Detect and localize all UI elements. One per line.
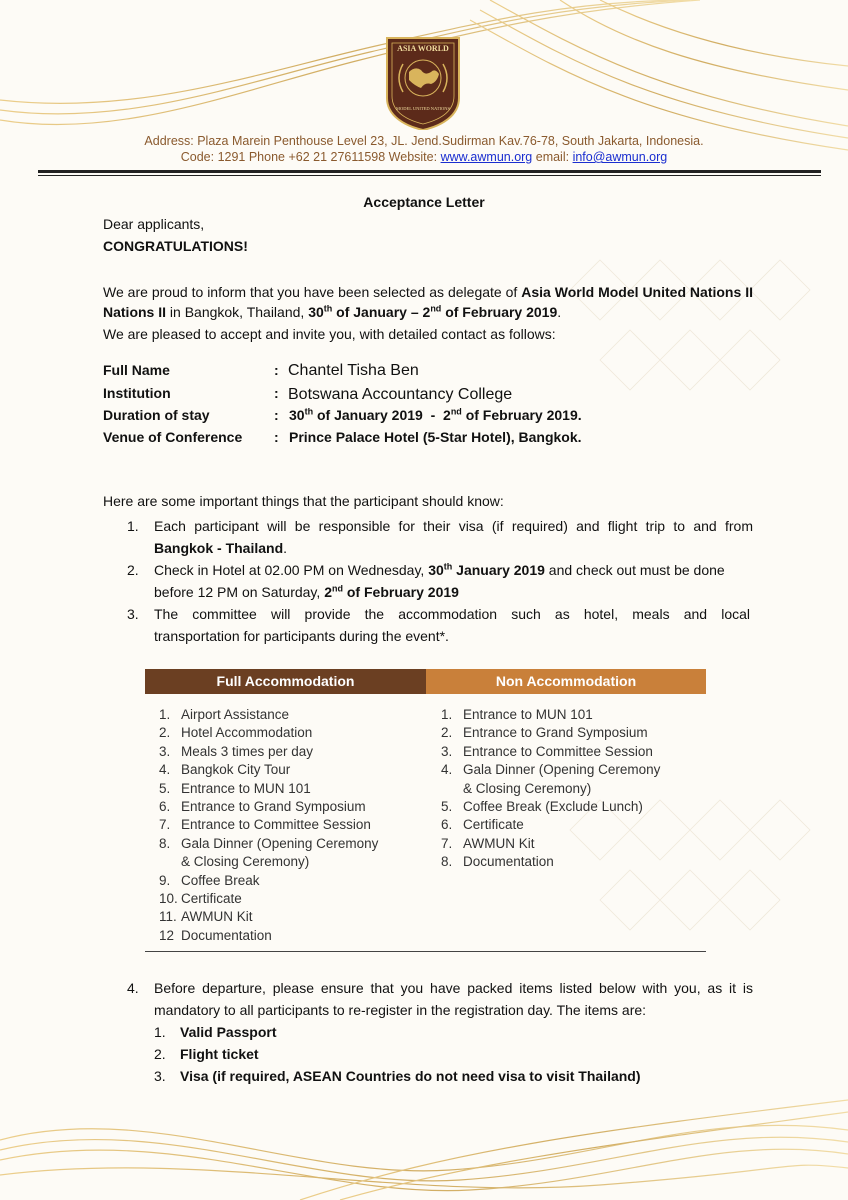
accommodation-item	[441, 780, 660, 798]
accommodation-item-number: 12	[159, 927, 175, 943]
accommodation-item	[159, 743, 378, 761]
accommodation-item-number: 8.	[441, 854, 453, 870]
info-item-2-line-2: before 12 PM on Saturday, 2nd of February 2019	[154, 583, 459, 600]
svg-text:MODEL UNITED NATIONS: MODEL UNITED NATIONS	[395, 106, 451, 111]
accommodation-item-number: 3.	[441, 743, 453, 759]
accommodation-item-number: 7.	[441, 835, 453, 851]
accommodation-item	[441, 835, 660, 853]
info-item-4-line-2: mandatory to all participants to re-register in the registration day. The items are:	[154, 1002, 647, 1018]
accommodation-item-label: Certificate	[181, 891, 242, 907]
website-link[interactable]: www.awmun.org	[440, 150, 533, 164]
accommodation-item-label: Entrance to Grand Symposium	[463, 725, 648, 741]
required-item-visa: Visa (if required, ASEAN Countries do not need visa to visit Thailand)	[180, 1068, 641, 1084]
accommodation-item	[159, 761, 378, 779]
non-accommodation-header: Non Accommodation	[426, 669, 706, 694]
accommodation-item	[159, 890, 378, 908]
accommodation-item-label: AWMUN Kit	[181, 909, 253, 925]
accommodation-item-number: 4.	[159, 762, 171, 778]
accommodation-item-label: Gala Dinner (Opening Ceremony	[463, 762, 661, 778]
accommodation-item	[159, 927, 378, 945]
colon: :	[274, 385, 279, 401]
accommodation-item-label: Meals 3 times per day	[181, 743, 314, 759]
accommodation-item-number: 5.	[441, 799, 453, 815]
accommodation-item-label: Entrance to Grand Symposium	[181, 799, 366, 815]
accommodation-item-label: Airport Assistance	[181, 707, 290, 722]
full-name-label: Full Name	[103, 362, 170, 378]
list-number: 3.	[127, 606, 139, 622]
accommodation-item-label: Entrance to MUN 101	[463, 707, 593, 722]
accommodation-item	[159, 780, 378, 798]
full-accommodation-header: Full Accommodation	[145, 669, 426, 694]
accommodation-item	[159, 724, 378, 742]
accommodation-item-label: Entrance to MUN 101	[181, 780, 311, 796]
address-line-2: Code: 1291 Phone +62 21 27611598 Website: www.awmun.org email: info@awmun.org	[180, 150, 668, 164]
accommodation-item-label: Entrance to Committee Session	[463, 743, 653, 759]
info-item-2-line-1: Check in Hotel at 02.00 PM on Wednesday, 30th January 2019 and check out must be done	[154, 561, 725, 578]
accommodation-item	[441, 853, 660, 871]
accommodation-item	[159, 872, 378, 890]
accommodation-item-label: Documentation	[463, 854, 554, 870]
accommodation-item	[441, 706, 660, 724]
accommodation-item-number: 8.	[159, 835, 171, 851]
greeting: Dear applicants,	[103, 216, 205, 232]
accommodation-item-number: 7.	[159, 817, 171, 833]
colon: :	[274, 429, 279, 445]
required-item-flight-ticket: Flight ticket	[180, 1046, 259, 1062]
address-line-1: Address: Plaza Marein Penthouse Level 23, JL. Jend.Sudirman Kav.76-78, South Jakarta, Indonesia.	[144, 134, 704, 148]
accommodation-item-number: 11.	[159, 909, 177, 925]
accommodation-item-number: 6.	[441, 817, 453, 833]
accommodation-item	[159, 816, 378, 834]
info-item-4-line-1: Before departure, please ensure that you have packed items listed below with you, as it is	[154, 980, 753, 996]
required-item-passport: Valid Passport	[180, 1024, 277, 1040]
accommodation-item-number: 4.	[441, 762, 453, 778]
list-number: 1.	[154, 1024, 166, 1040]
awmun-logo	[383, 36, 463, 130]
info-intro: Here are some important things that the participant should know:	[103, 493, 504, 509]
paragraph-1-line-2: Nations II in Bangkok, Thailand, 30th of January – 2nd of February 2019.	[103, 303, 562, 320]
email-link[interactable]: info@awmun.org	[572, 150, 668, 164]
colon: :	[274, 362, 279, 378]
info-item-3-line-2: transportation for participants during the event*.	[154, 628, 449, 644]
accommodation-item-label: & Closing Ceremony)	[181, 854, 310, 870]
institution-value: Botswana Accountancy College	[288, 386, 513, 403]
accommodation-item	[159, 908, 378, 926]
list-number: 3.	[154, 1068, 166, 1084]
accommodation-item-label: & Closing Ceremony)	[463, 780, 592, 796]
accommodation-item	[441, 761, 660, 779]
accommodation-item-label: Coffee Break	[181, 872, 260, 888]
accommodation-item-number: 1.	[441, 707, 453, 722]
svg-text:ASIA WORLD: ASIA WORLD	[397, 44, 449, 53]
accommodation-item-number: 3.	[159, 743, 171, 759]
accommodation-item-number: 9.	[159, 872, 171, 888]
accommodation-item	[441, 816, 660, 834]
list-number: 1.	[127, 518, 139, 534]
institution-label: Institution	[103, 385, 171, 401]
accommodation-item	[441, 724, 660, 742]
accommodation-item-number: 1.	[159, 707, 171, 722]
venue-label: Venue of Conference	[103, 429, 243, 445]
accommodation-item	[159, 706, 378, 724]
accommodation-item-number: 10.	[159, 891, 178, 907]
accommodation-item-label: Coffee Break (Exclude Lunch)	[463, 799, 643, 815]
accommodation-item-number	[441, 780, 463, 798]
accommodation-item-number: 6.	[159, 799, 171, 815]
accommodation-item-label: Documentation	[181, 927, 272, 943]
venue-value: Prince Palace Hotel (5-Star Hotel), Bangkok.	[289, 429, 582, 445]
full-name-value: Chantel Tisha Ben	[288, 362, 419, 379]
letter-title: Acceptance Letter	[363, 194, 485, 210]
paragraph-2: We are pleased to accept and invite you, with detailed contact as follows:	[103, 326, 556, 342]
accommodation-item	[159, 798, 378, 816]
info-item-1-line-1: Each participant will be responsible for their visa (if required) and flight trip to and from	[154, 518, 753, 534]
table-bottom-rule	[145, 951, 706, 952]
duration-label: Duration of stay	[103, 407, 210, 423]
accommodation-item-number	[159, 853, 181, 871]
accommodation-item-number: 2.	[159, 725, 171, 741]
list-number: 4.	[127, 980, 139, 996]
accommodation-item-label: Entrance to Committee Session	[181, 817, 371, 833]
accommodation-item	[159, 853, 378, 871]
list-number: 2.	[127, 562, 139, 578]
accommodation-item	[441, 798, 660, 816]
accommodation-item-label: Bangkok City Tour	[181, 762, 291, 778]
accommodation-item-label: Certificate	[463, 817, 524, 833]
accommodation-item-label: Gala Dinner (Opening Ceremony	[181, 835, 379, 851]
accommodation-item-number: 5.	[159, 780, 171, 796]
accommodation-item-label: Hotel Accommodation	[181, 725, 313, 741]
accommodation-item	[441, 743, 660, 761]
accommodation-item-number: 2.	[441, 725, 453, 741]
paragraph-1-line-1: We are proud to inform that you have been selected as delegate of Asia World Model United Nations II	[103, 284, 753, 300]
info-item-3-line-1: The committee will provide the accommodation such as hotel, meals and local	[154, 606, 750, 622]
list-number: 2.	[154, 1046, 166, 1062]
accommodation-item	[159, 835, 378, 853]
header-rule-thick	[38, 170, 821, 173]
duration-value: 30th of January 2019 - 2nd of February 2019.	[289, 406, 582, 423]
accommodation-item-label: AWMUN Kit	[463, 835, 535, 851]
congratulations: CONGRATULATIONS!	[103, 238, 248, 254]
colon: :	[274, 407, 279, 423]
header-rule-thin	[38, 175, 821, 176]
non-accommodation-list	[441, 706, 660, 872]
info-item-1-line-2: Bangkok - Thailand.	[154, 540, 288, 556]
full-accommodation-list	[159, 706, 378, 945]
